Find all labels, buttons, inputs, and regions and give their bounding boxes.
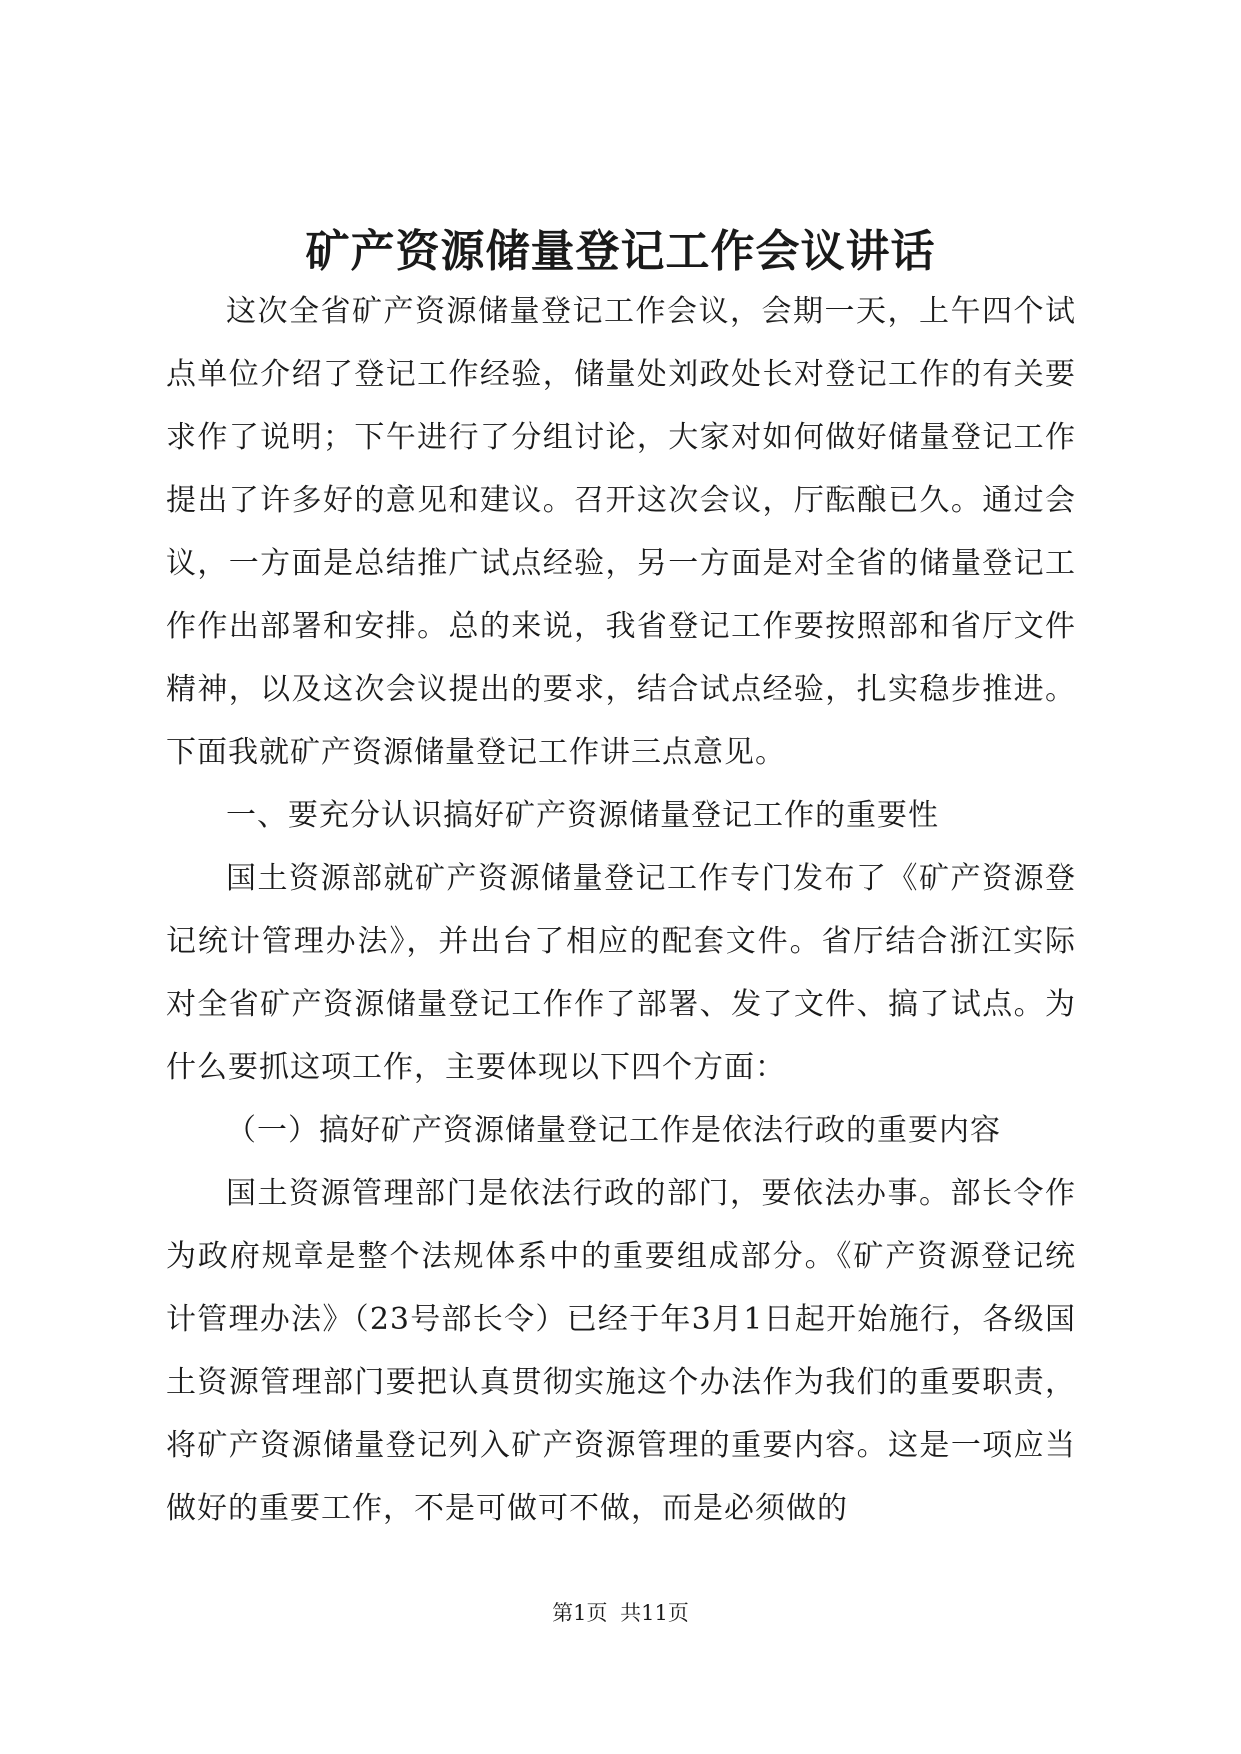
subsection-heading-1: （一）搞好矿产资源储量登记工作是依法行政的重要内容 [226, 1113, 1001, 1148]
page-footer [0, 1598, 1241, 1628]
paragraph-section-1: 国土资源部就矿产资源储量登记工作专门发布了《矿产资源登记统计管理办法》，并出台了相应的配套文件。省厅结合浙江实际对全省矿产资源储量登记工作作了部署、发了文件、搞了试点。为什么要抓这项工作，主要体现以下四个方面： [166, 861, 1076, 1085]
paragraph-subsection-1: 国土资源管理部门是依法行政的部门，要依法办事。部长令作为政府规章是整个法规体系中的重要组成部分。《矿产资源登记统计管理办法》（23号部长令）已经于年3月1日起开始施行，各级国土资源管理部门要把认真贯彻实施这个办法作为我们的重要职责，将矿产资源储量登记列入矿产资源管理的重要内容。这是一项应当做好的重要工作，不是可做可不做，而是必须做的 [166, 1176, 1076, 1526]
page-number: 第1页 [552, 1601, 608, 1625]
section-heading-1: 一、要充分认识搞好矿产资源储量登记工作的重要性 [226, 798, 939, 833]
paragraph-intro: 这次全省矿产资源储量登记工作会议，会期一天，上午四个试点单位介绍了登记工作经验，储量处刘政处长对登记工作的有关要求作了说明；下午进行了分组讨论，大家对如何做好储量登记工作提出了许多好的意见和建议。召开这次会议，厅酝酿已久。通过会议，一方面是总结推广试点经验，另一方面是对全省的储量登记工作作出部署和安排。总的来说，我省登记工作要按照部和省厅文件精神，以及这次会议提出的要求，结合试点经验，扎实稳步推进。下面我就矿产资源储量登记工作讲三点意见。 [166, 294, 1076, 770]
document-title: 矿产资源储量登记工作会议讲话 [305, 226, 936, 277]
page-total: 共11页 [620, 1601, 689, 1625]
document-body [166, 280, 1076, 1540]
